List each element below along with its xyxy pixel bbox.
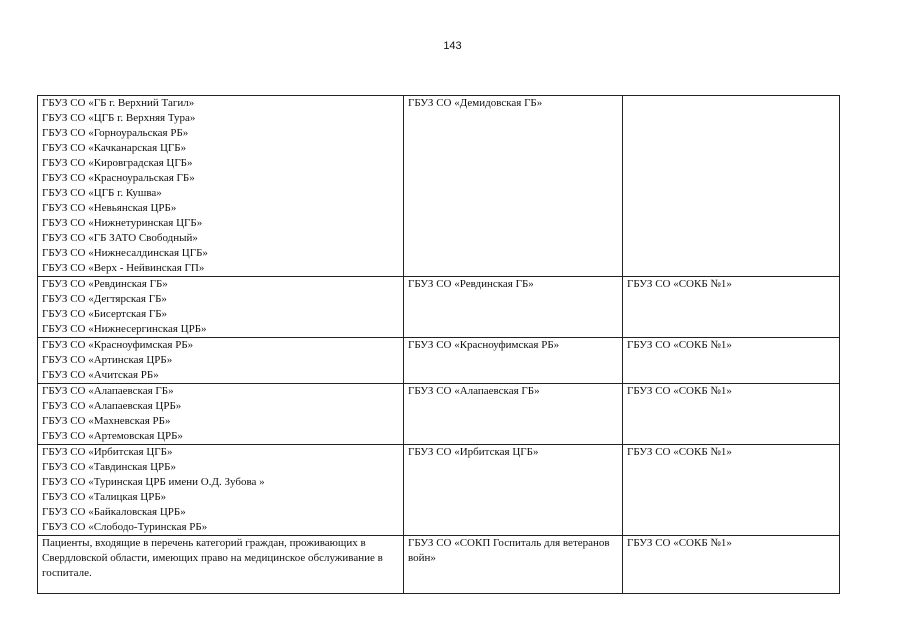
regional-facility-cell (623, 338, 840, 384)
facility-item: ГБУЗ СО «Артинская ЦРБ» (42, 354, 173, 366)
patient-category-text: Пациенты, входящие в перечень категорий граждан, проживающих в Свердловской области, имеющих право на медицинское обслуживание в госпитале. (42, 537, 383, 579)
facility-item: ГБУЗ СО «Алапаевская ГБ» (42, 385, 174, 397)
facility-item: ГБУЗ СО «Верх - Нейвинская ГП» (42, 262, 205, 274)
facility-item: ГБУЗ СО «ЦГБ г. Кушва» (42, 187, 162, 199)
facility-item: ГБУЗ СО «Махневская РБ» (42, 415, 171, 427)
facility-item: ГБУЗ СО «Ирбитская ЦГБ» (42, 446, 173, 458)
regional-facility-cell (623, 536, 840, 594)
table-row (38, 384, 840, 445)
facility-item: ГБУЗ СО «Качканарская ЦГБ» (42, 142, 187, 154)
intermediate-facility: ГБУЗ СО «Ирбитская ЦГБ» (408, 446, 539, 458)
facility-item: ГБУЗ СО «Байкаловская ЦРБ» (42, 506, 186, 518)
facility-item: ГБУЗ СО «Туринская ЦРБ имени О.Д. Зубова » (42, 476, 265, 488)
table-row (38, 536, 840, 594)
facility-item: ГБУЗ СО «Ревдинская ГБ» (42, 278, 168, 290)
facility-item: ГБУЗ СО «Тавдинская ЦРБ» (42, 461, 176, 473)
regional-facility-cell (623, 96, 840, 277)
facility-item: ГБУЗ СО «Слободо-Туринская РБ» (42, 521, 208, 533)
routing-table (37, 95, 840, 594)
facility-item: ГБУЗ СО «ЦГБ г. Верхняя Тура» (42, 112, 196, 124)
regional-facility-cell (623, 384, 840, 445)
regional-facility: ГБУЗ СО «СОКБ №1» (627, 446, 732, 458)
table-row (38, 96, 840, 277)
facility-item: ГБУЗ СО «Кировградская ЦГБ» (42, 157, 193, 169)
regional-facility: ГБУЗ СО «СОКБ №1» (627, 385, 732, 397)
facility-item: ГБУЗ СО «Красноуфимская РБ» (42, 339, 194, 351)
regional-facility: ГБУЗ СО «СОКБ №1» (627, 278, 732, 290)
page-number: 143 (443, 40, 462, 52)
regional-facility-cell (623, 445, 840, 536)
regional-facility-cell (623, 277, 840, 338)
table-row (38, 277, 840, 338)
referring-facilities-cell (38, 96, 404, 277)
table-row (38, 338, 840, 384)
referring-facilities-cell (38, 536, 404, 594)
facility-item: ГБУЗ СО «ГБ г. Верхний Тагил» (42, 97, 195, 109)
regional-facility: ГБУЗ СО «СОКБ №1» (627, 537, 732, 549)
intermediate-facility-cell (404, 445, 623, 536)
regional-facility: ГБУЗ СО «СОКБ №1» (627, 339, 732, 351)
table-row (38, 445, 840, 536)
facility-item: ГБУЗ СО «Талицкая ЦРБ» (42, 491, 167, 503)
facility-item: ГБУЗ СО «Ачитская РБ» (42, 369, 159, 381)
referring-facilities-cell (38, 277, 404, 338)
intermediate-facility-cell (404, 338, 623, 384)
referring-facilities-cell (38, 384, 404, 445)
facility-item: ГБУЗ СО «Нижнесалдинская ЦГБ» (42, 247, 208, 259)
intermediate-facility-cell (404, 96, 623, 277)
facility-item: ГБУЗ СО «Нижнесергинская ЦРБ» (42, 323, 207, 335)
referring-facilities-cell (38, 445, 404, 536)
intermediate-facility-cell (404, 536, 623, 594)
intermediate-facility-cell (404, 384, 623, 445)
facility-item: ГБУЗ СО «Нижнетуринская ЦГБ» (42, 217, 203, 229)
intermediate-facility: ГБУЗ СО «Красноуфимская РБ» (408, 339, 560, 351)
intermediate-facility: ГБУЗ СО «Ревдинская ГБ» (408, 278, 534, 290)
intermediate-facility: ГБУЗ СО «Демидовская ГБ» (408, 97, 543, 109)
facility-item: ГБУЗ СО «Дегтярская ГБ» (42, 293, 167, 305)
intermediate-facility-cell (404, 277, 623, 338)
facility-item: ГБУЗ СО «Алапаевская ЦРБ» (42, 400, 182, 412)
facility-item: ГБУЗ СО «ГБ ЗАТО Свободный» (42, 232, 198, 244)
facility-item: ГБУЗ СО «Артемовская ЦРБ» (42, 430, 183, 442)
facility-item: ГБУЗ СО «Бисертская ГБ» (42, 308, 168, 320)
facility-item: ГБУЗ СО «Красноуральская ГБ» (42, 172, 195, 184)
referring-facilities-cell (38, 338, 404, 384)
facility-item: ГБУЗ СО «Невьянская ЦРБ» (42, 202, 177, 214)
facility-item: ГБУЗ СО «Горноуральская РБ» (42, 127, 189, 139)
intermediate-facility: ГБУЗ СО «СОКП Госпиталь для ветеранов войн» (408, 537, 610, 564)
intermediate-facility: ГБУЗ СО «Алапаевская ГБ» (408, 385, 540, 397)
